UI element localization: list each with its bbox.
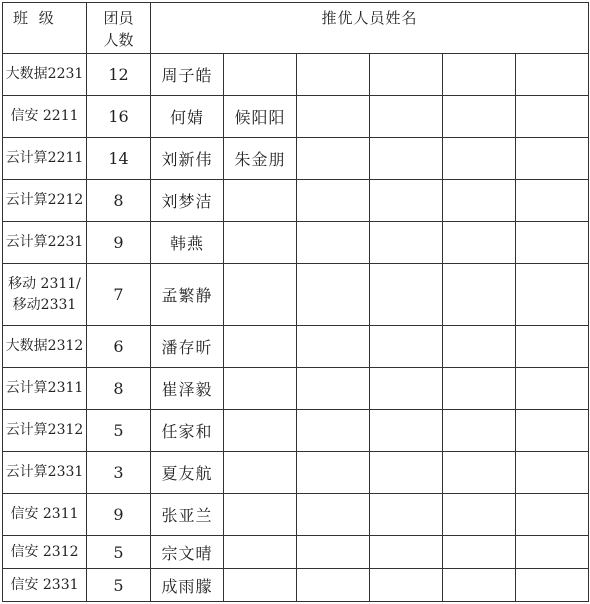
class-cell: 云计算2211 — [3, 138, 87, 180]
nominee-cell — [443, 138, 516, 180]
nominee-cell — [516, 54, 589, 96]
nominee-cell: 候阳阳 — [224, 96, 297, 138]
nominee-cell: 崔泽毅 — [151, 368, 224, 410]
nominee-cell — [224, 54, 297, 96]
member-count-cell: 9 — [87, 494, 151, 536]
nominee-cell — [297, 138, 370, 180]
nominee-cell — [370, 54, 443, 96]
nominee-cell — [516, 410, 589, 452]
nominee-cell — [370, 452, 443, 494]
nominee-cell — [516, 536, 589, 569]
class-cell: 云计算2231 — [3, 222, 87, 264]
nominee-cell — [443, 368, 516, 410]
nominee-cell — [370, 222, 443, 264]
table-row — [3, 138, 589, 180]
table-row — [3, 368, 589, 410]
table-row — [3, 222, 589, 264]
nominee-cell — [443, 452, 516, 494]
nominee-cell — [370, 138, 443, 180]
class-cell: 信安 2311 — [3, 494, 87, 536]
class-header: 班 级 — [3, 3, 87, 54]
nominee-cell — [224, 264, 297, 326]
nominee-cell: 任家和 — [151, 410, 224, 452]
nominee-cell — [224, 368, 297, 410]
nominee-cell — [297, 410, 370, 452]
nominee-cell — [224, 569, 297, 602]
nominee-cell: 周子皓 — [151, 54, 224, 96]
nominee-cell: 刘新伟 — [151, 138, 224, 180]
nominee-cell — [516, 96, 589, 138]
nominee-cell — [443, 96, 516, 138]
count-header — [87, 3, 151, 54]
nominee-cell — [297, 264, 370, 326]
member-count-cell: 12 — [87, 54, 151, 96]
nominee-cell — [297, 536, 370, 569]
table-row — [3, 180, 589, 222]
table-row — [3, 569, 589, 602]
nominee-cell — [297, 54, 370, 96]
nominee-cell — [443, 536, 516, 569]
nominee-cell — [370, 180, 443, 222]
nominee-cell — [370, 326, 443, 368]
nominee-cell: 夏友航 — [151, 452, 224, 494]
nominee-cell: 何婧 — [151, 96, 224, 138]
member-count-cell: 3 — [87, 452, 151, 494]
nominee-cell — [443, 180, 516, 222]
table-row — [3, 536, 589, 569]
nominee-cell — [516, 452, 589, 494]
member-count-cell: 14 — [87, 138, 151, 180]
nominee-cell — [370, 264, 443, 326]
class-cell: 移动 2311/移动2331 — [3, 264, 87, 326]
nominee-cell — [224, 180, 297, 222]
nominee-cell — [516, 326, 589, 368]
nominee-cell — [370, 96, 443, 138]
class-cell: 云计算2331 — [3, 452, 87, 494]
nominee-cell — [516, 368, 589, 410]
nominee-cell — [224, 410, 297, 452]
member-count-cell: 8 — [87, 180, 151, 222]
nominee-cell — [443, 410, 516, 452]
member-count-cell: 6 — [87, 326, 151, 368]
table-row — [3, 96, 589, 138]
nominee-cell — [516, 138, 589, 180]
nominee-cell — [370, 410, 443, 452]
nominee-cell — [516, 569, 589, 602]
nominee-cell — [370, 368, 443, 410]
nominee-cell: 成雨朦 — [151, 569, 224, 602]
nominee-cell — [516, 494, 589, 536]
nominee-cell — [516, 180, 589, 222]
table-row — [3, 54, 589, 96]
nominee-cell — [443, 326, 516, 368]
member-count-cell: 9 — [87, 222, 151, 264]
member-count-cell: 5 — [87, 569, 151, 602]
nominee-cell — [370, 536, 443, 569]
nominee-cell: 孟繁静 — [151, 264, 224, 326]
member-count-cell: 5 — [87, 536, 151, 569]
class-cell: 云计算2212 — [3, 180, 87, 222]
table-row — [3, 410, 589, 452]
class-cell: 信安 2312 — [3, 536, 87, 569]
names-header: 推优人员姓名 — [151, 3, 589, 54]
nominee-cell — [224, 536, 297, 569]
nominee-cell: 刘梦洁 — [151, 180, 224, 222]
nominee-cell: 韩燕 — [151, 222, 224, 264]
class-cell: 大数据2312 — [3, 326, 87, 368]
class-cell: 大数据2231 — [3, 54, 87, 96]
class-cell: 信安 2211 — [3, 96, 87, 138]
nominee-cell — [443, 494, 516, 536]
nominee-cell — [224, 494, 297, 536]
nominee-cell — [443, 569, 516, 602]
nominee-cell — [516, 264, 589, 326]
class-cell: 云计算2311 — [3, 368, 87, 410]
class-cell: 云计算2312 — [3, 410, 87, 452]
nominee-cell — [443, 222, 516, 264]
table-row — [3, 452, 589, 494]
class-cell: 信安 2331 — [3, 569, 87, 602]
nominee-cell — [297, 452, 370, 494]
table-row — [3, 264, 589, 326]
table-row — [3, 326, 589, 368]
nominee-cell — [224, 326, 297, 368]
nominee-cell — [297, 494, 370, 536]
nominee-cell — [443, 264, 516, 326]
nominee-cell — [297, 569, 370, 602]
table-row — [3, 494, 589, 536]
nominee-cell — [297, 368, 370, 410]
nominee-cell — [297, 222, 370, 264]
member-count-cell: 8 — [87, 368, 151, 410]
nominee-cell: 朱金朋 — [224, 138, 297, 180]
count-header-text: 团员人数 — [103, 9, 134, 49]
nominee-cell — [443, 54, 516, 96]
nominee-cell: 张亚兰 — [151, 494, 224, 536]
nominee-cell — [516, 222, 589, 264]
member-count-cell: 5 — [87, 410, 151, 452]
nominee-cell — [297, 96, 370, 138]
nominee-cell: 潘存昕 — [151, 326, 224, 368]
nominee-cell — [224, 222, 297, 264]
recommendation-table — [2, 2, 589, 602]
nominee-cell — [370, 494, 443, 536]
nominee-cell — [297, 180, 370, 222]
nominee-cell: 宗文晴 — [151, 536, 224, 569]
nominee-cell — [224, 452, 297, 494]
header-row — [3, 3, 589, 54]
nominee-cell — [370, 569, 443, 602]
nominee-cell — [297, 326, 370, 368]
member-count-cell: 16 — [87, 96, 151, 138]
member-count-cell: 7 — [87, 264, 151, 326]
